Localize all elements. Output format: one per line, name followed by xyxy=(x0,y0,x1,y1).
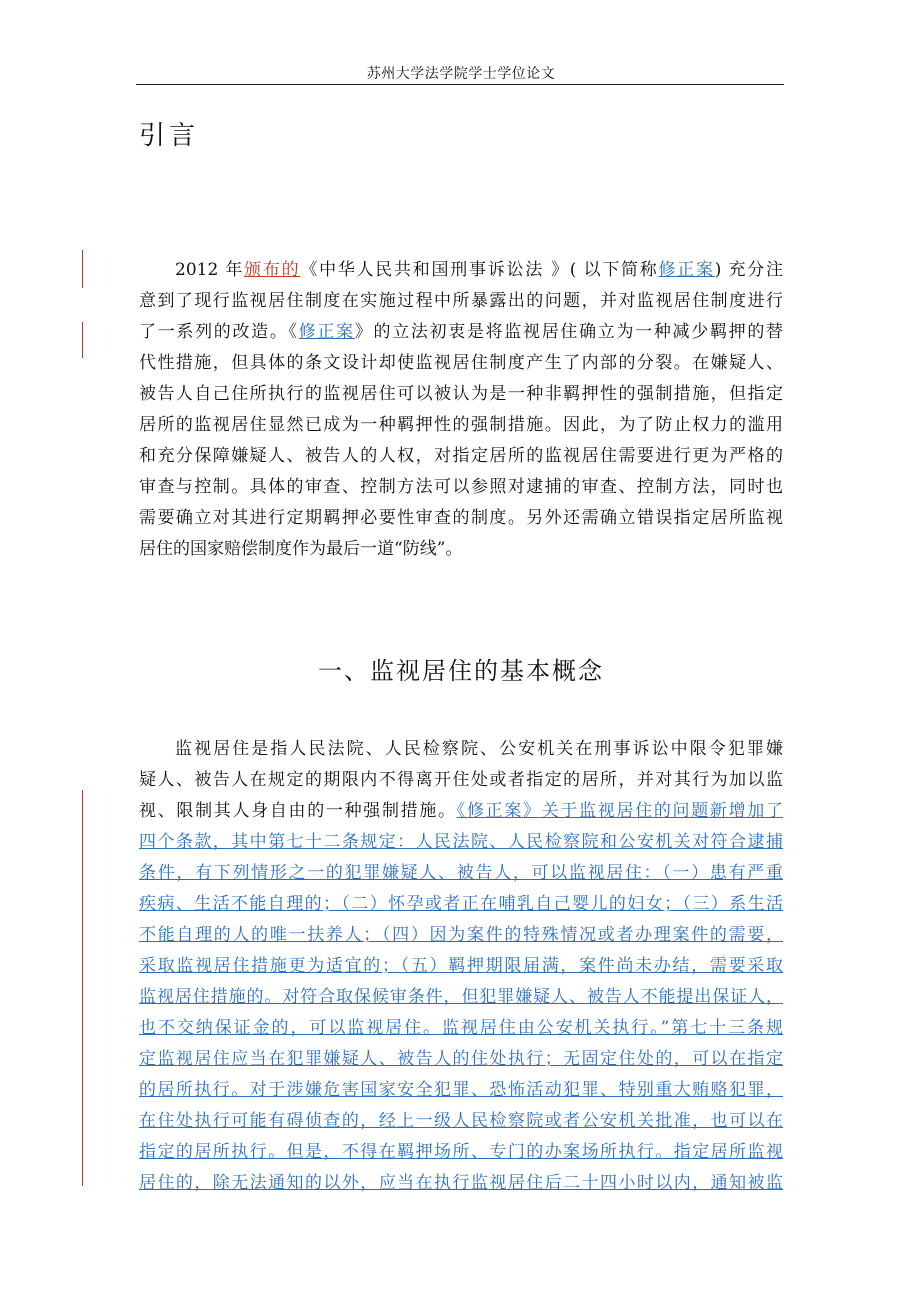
text-line: 被告人自己住所执行的监视居住可以被认为是一种非羁押性的强制措施，但指定 xyxy=(139,384,783,404)
change-bar xyxy=(82,322,83,358)
header-rule xyxy=(136,84,784,85)
revised-text: 修正案 xyxy=(298,322,355,342)
revised-line: 疾病、生活不能自理的；（二）怀孕或者正在哺乳自己婴儿的妇女；（三）系生活 xyxy=(139,894,783,914)
text-line: 需要确立对其进行定期羁押必要性审查的制度。另外还需确立错误指定居所监视 xyxy=(139,508,783,528)
body-paragraph xyxy=(139,734,783,1199)
revised-line: 定监视居住应当在犯罪嫌疑人、被告人的住处执行；无固定住处的，可以在指定 xyxy=(139,1049,783,1069)
text-line: 视、限制其人身自由的一种强制措施。《修正案》关于监视居住的问题新增加了 xyxy=(139,801,783,821)
revised-line: 条件，有下列情形之一的犯罪嫌疑人、被告人，可以监视居住：（一）患有严重 xyxy=(139,863,783,883)
text-line: 和充分保障嫌疑人、被告人的人权，对指定居所的监视居住需要进行更为严格的 xyxy=(139,446,783,466)
page-header: 苏州大学法学院学士学位论文 xyxy=(366,66,556,82)
text-line: 疑人、被告人在规定的期限内不得离开住处或者指定的居所，并对其行为加以监 xyxy=(139,770,783,790)
section-title: 一、监视居住的基本概念 xyxy=(318,657,604,685)
revised-text: 《修正案》关于监视居住的问题新增加了 xyxy=(456,801,783,821)
inserted-text: 颁布的 xyxy=(244,260,301,280)
intro-paragraph xyxy=(139,255,783,565)
revised-line: 居住的，除无法通知的以外，应当在执行监视居住后二十四小时以内，通知被监 xyxy=(139,1173,783,1193)
revised-line: 四个条款，其中第七十二条规定：人民法院、人民检察院和公安机关对符合逮捕 xyxy=(139,832,783,852)
revised-line: 采取监视居住措施更为适宜的；（五）羁押期限届满，案件尚未办结，需要采取 xyxy=(139,956,783,976)
text-line: 居住的国家赔偿制度作为最后一道“防线”。 xyxy=(139,539,463,559)
revised-line: 的居所执行。对于涉嫌危害国家安全犯罪、恐怖活动犯罪、特别重大贿赂犯罪， xyxy=(139,1080,783,1100)
text-line: 代性措施，但具体的条文设计却使监视居住制度产生了内部的分裂。在嫌疑人、 xyxy=(139,353,783,373)
revised-line: 监视居住措施的。对符合取保候审条件，但犯罪嫌疑人、被告人不能提出保证人， xyxy=(139,987,783,1007)
text-line: 2012 年颁布的《中华人民共和国刑事诉讼法 》( 以下简称修正案) 充分注 xyxy=(175,260,783,280)
text-line: 意到了现行监视居住制度在实施过程中所暴露出的问题，并对监视居住制度进行 xyxy=(139,291,783,311)
change-bar xyxy=(82,790,83,1186)
revised-line: 不能自理的人的唯一扶养人；（四）因为案件的特殊情况或者办理案件的需要， xyxy=(139,925,783,945)
change-bar xyxy=(82,250,83,288)
revised-line: 指定的居所执行。但是，不得在羁押场所、专门的办案场所执行。指定居所监视 xyxy=(139,1142,783,1162)
text-line: 居所的监视居住显然已成为一种羁押性的强制措施。因此，为了防止权力的滥用 xyxy=(139,415,783,435)
text-line: 了一系列的改造。《修正案》的立法初衷是将监视居住确立为一种减少羁押的替 xyxy=(139,322,784,342)
intro-title: 引言 xyxy=(139,121,200,151)
revised-text: 修正案 xyxy=(658,260,715,280)
text-line: 审查与控制。具体的审查、控制方法可以参照对逮捕的审查、控制方法，同时也 xyxy=(139,477,783,497)
text-line: 监视居住是指人民法院、人民检察院、公安机关在刑事诉讼中限令犯罪嫌 xyxy=(175,739,783,759)
revised-line: 也不交纳保证金的，可以监视居住。监视居住由公安机关执行。”第七十三条规 xyxy=(139,1018,783,1038)
revised-line: 在住处执行可能有碍侦查的，经上一级人民检察院或者公安机关批准，也可以在 xyxy=(139,1111,783,1131)
